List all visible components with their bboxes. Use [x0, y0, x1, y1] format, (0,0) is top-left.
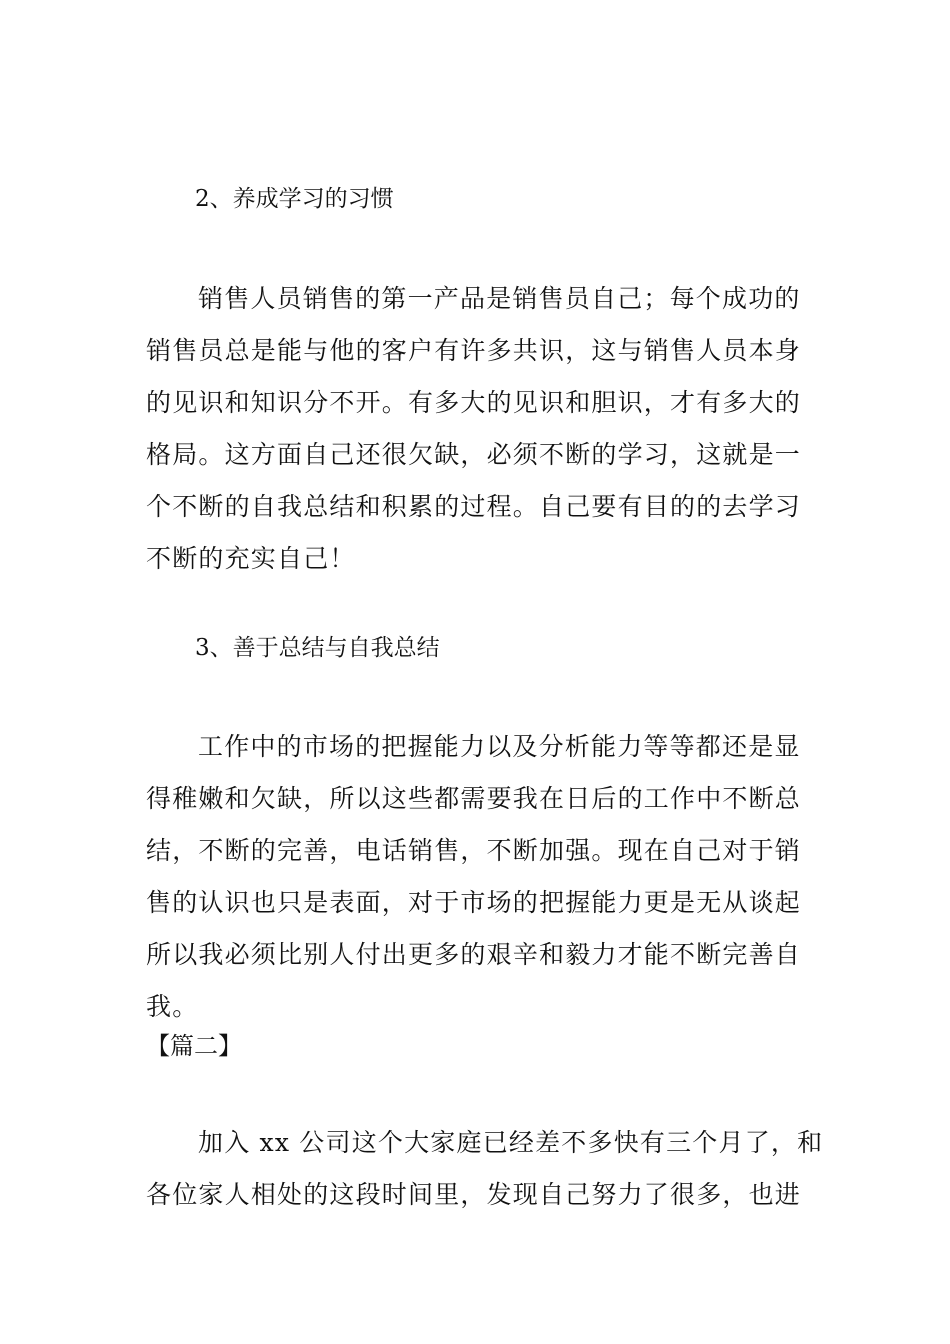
paragraph-line: 所以我必须比别人付出更多的艰辛和毅力才能不断完善自 — [146, 940, 802, 969]
paragraph-learning-habit — [146, 273, 806, 585]
section-tag-part-two: 【篇二】 — [146, 1032, 242, 1060]
paragraph-line: 加入 xx 公司这个大家庭已经差不多快有三个月了，和 — [198, 1128, 824, 1157]
paragraph-line: 销售员总是能与他的客户有许多共识，这与销售人员本身 — [146, 336, 802, 365]
paragraph-line: 各位家人相处的这段时间里，发现自己努力了很多，也进 — [146, 1180, 802, 1209]
paragraph-self-summary — [146, 721, 806, 1033]
paragraph-line: 售的认识也只是表面，对于市场的把握能力更是无从谈起 — [146, 888, 802, 917]
paragraph-line: 个不断的自我总结和积累的过程。自己要有目的的去学习 — [146, 492, 802, 521]
paragraph-line: 工作中的市场的把握能力以及分析能力等等都还是显 — [198, 732, 801, 761]
paragraph-line: 格局。这方面自己还很欠缺，必须不断的学习，这就是一 — [146, 440, 802, 469]
paragraph-line: 得稚嫩和欠缺，所以这些都需要我在日后的工作中不断总 — [146, 784, 802, 813]
paragraph-line: 结，不断的完善，电话销售，不断加强。现在自己对于销 — [146, 836, 802, 865]
paragraph-line: 我。 — [146, 992, 199, 1021]
paragraph-line: 不断的充实自己！ — [146, 544, 356, 573]
paragraph-line: 销售人员销售的第一产品是销售员自己；每个成功的 — [198, 284, 801, 313]
paragraph-line: 的见识和知识分不开。有多大的见识和胆识，才有多大的 — [146, 388, 802, 417]
section-heading-3: 3、善于总结与自我总结 — [195, 635, 440, 661]
section-heading-2: 2、养成学习的习惯 — [195, 186, 394, 212]
paragraph-joining-company — [146, 1117, 824, 1221]
